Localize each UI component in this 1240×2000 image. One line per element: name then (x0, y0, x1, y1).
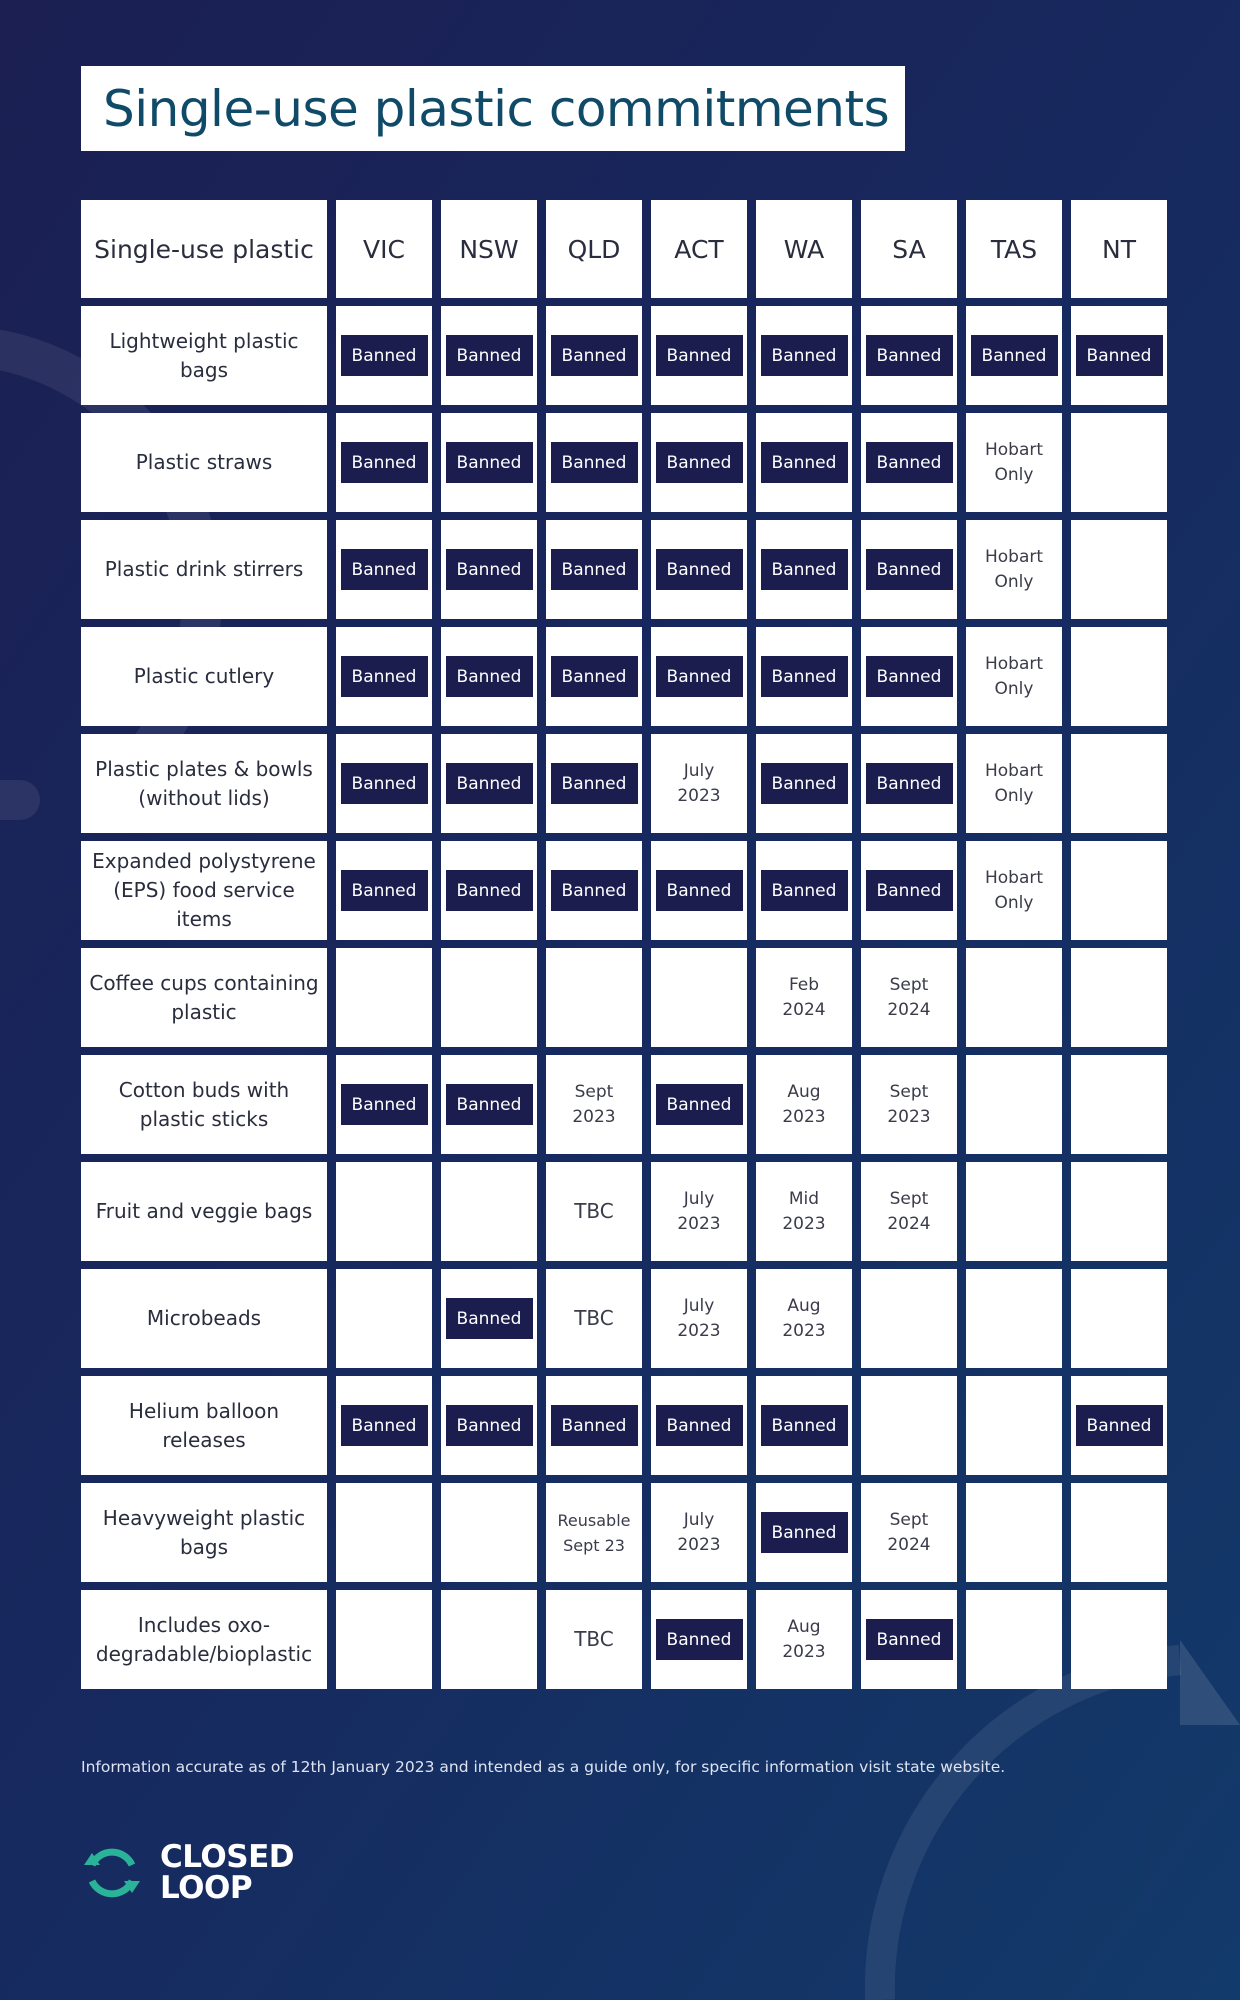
banned-badge: Banned (761, 1405, 848, 1446)
table-cell (441, 948, 537, 1047)
table-cell (546, 627, 642, 726)
banned-badge: Banned (761, 335, 848, 376)
status-text: July 2023 (677, 1188, 721, 1234)
status-text: TBC (574, 1627, 614, 1651)
table-cell (651, 841, 747, 940)
banned-badge: Banned (866, 870, 953, 911)
table-cell (966, 520, 1062, 619)
banned-badge: Banned (341, 335, 428, 376)
table-cell (1071, 1376, 1167, 1475)
banned-badge: Banned (446, 763, 533, 804)
logo-line-2: LOOP (160, 1870, 253, 1906)
column-header-vic: VIC (336, 200, 432, 298)
table-cell (546, 520, 642, 619)
table-cell (441, 1483, 537, 1582)
table-cell (336, 520, 432, 619)
row-label: Helium balloon releases (81, 1376, 327, 1475)
table-cell (756, 841, 852, 940)
status-text: TBC (574, 1306, 614, 1330)
table-cell (336, 306, 432, 405)
table-cell (651, 1269, 747, 1368)
column-header-item: Single-use plastic (81, 200, 327, 298)
banned-badge: Banned (341, 549, 428, 590)
banned-badge: Banned (656, 335, 743, 376)
row-label: Plastic cutlery (81, 627, 327, 726)
banned-badge: Banned (866, 656, 953, 697)
table-cell (546, 1483, 642, 1582)
table-cell (756, 734, 852, 833)
logo-line-1: CLOSED (160, 1839, 294, 1875)
banned-badge: Banned (866, 1619, 953, 1660)
banned-badge: Banned (866, 763, 953, 804)
banned-badge: Banned (656, 442, 743, 483)
row-label: Expanded polystyrene (EPS) food service items (81, 841, 327, 940)
status-text: Feb 2024 (782, 974, 826, 1020)
status-text: Hobart Only (984, 546, 1044, 592)
banned-badge: Banned (656, 1084, 743, 1125)
table-cell (651, 1376, 747, 1475)
row-label: Coffee cups containing plastic (81, 948, 327, 1047)
banned-badge: Banned (761, 549, 848, 590)
status-text: Hobart Only (984, 760, 1044, 806)
table-cell (756, 1590, 852, 1689)
table-cell (546, 1055, 642, 1154)
table-cell (861, 1055, 957, 1154)
table-cell (546, 413, 642, 512)
banned-badge: Banned (446, 442, 533, 483)
table-cell (336, 1162, 432, 1261)
banned-badge: Banned (341, 1405, 428, 1446)
table-cell (651, 306, 747, 405)
banned-badge: Banned (656, 656, 743, 697)
table-cell (546, 841, 642, 940)
table-cell (756, 306, 852, 405)
table-cell (861, 1269, 957, 1368)
table-cell (651, 734, 747, 833)
table-cell (336, 627, 432, 726)
table-cell (546, 948, 642, 1047)
table-cell (336, 1269, 432, 1368)
table-cell (441, 734, 537, 833)
status-text: Sept 2023 (887, 1081, 931, 1127)
table-cell (756, 1055, 852, 1154)
commitments-table (81, 200, 1167, 1796)
table-cell (966, 413, 1062, 512)
row-label: Includes oxo-degradable/bioplastic (81, 1590, 327, 1689)
banned-badge: Banned (341, 870, 428, 911)
column-header-sa: SA (861, 200, 957, 298)
table-cell (966, 306, 1062, 405)
status-text: TBC (574, 1199, 614, 1223)
table-cell (651, 948, 747, 1047)
table-cell (1071, 1483, 1167, 1582)
status-text: Reusable Sept 23 (557, 1510, 631, 1555)
table-cell (1071, 841, 1167, 940)
status-text: Hobart Only (984, 439, 1044, 485)
status-text: Sept 2024 (887, 1188, 931, 1234)
status-text: July 2023 (677, 760, 721, 806)
table-cell (1071, 948, 1167, 1047)
table-cell (966, 841, 1062, 940)
table-cell (861, 1590, 957, 1689)
row-label: Cotton buds with plastic sticks (81, 1055, 327, 1154)
banned-badge: Banned (551, 1405, 638, 1446)
banned-badge: Banned (341, 1084, 428, 1125)
table-cell (441, 841, 537, 940)
table-cell (861, 1483, 957, 1582)
recycle-loop-icon (80, 1841, 144, 1905)
table-cell (756, 413, 852, 512)
table-cell (756, 948, 852, 1047)
banned-badge: Banned (551, 335, 638, 376)
table-cell (441, 1590, 537, 1689)
table-cell (546, 1269, 642, 1368)
table-cell (336, 841, 432, 940)
table-cell (441, 520, 537, 619)
banned-badge: Banned (761, 763, 848, 804)
status-text: Hobart Only (984, 867, 1044, 913)
row-label: Plastic drink stirrers (81, 520, 327, 619)
banned-badge: Banned (341, 442, 428, 483)
table-cell (441, 306, 537, 405)
banned-badge: Banned (551, 763, 638, 804)
column-header-act: ACT (651, 200, 747, 298)
status-text: Sept 2024 (887, 974, 931, 1020)
banned-badge: Banned (761, 1512, 848, 1553)
table-cell (441, 1162, 537, 1261)
table-cell (966, 948, 1062, 1047)
table-cell (336, 1376, 432, 1475)
row-label: Plastic straws (81, 413, 327, 512)
banned-badge: Banned (551, 549, 638, 590)
banned-badge: Banned (341, 656, 428, 697)
banned-badge: Banned (446, 335, 533, 376)
table-cell (441, 627, 537, 726)
table-cell (966, 1590, 1062, 1689)
banned-badge: Banned (761, 870, 848, 911)
status-text: Sept 2024 (887, 1509, 931, 1555)
table-cell (336, 1055, 432, 1154)
column-header-nt: NT (1071, 200, 1167, 298)
table-cell (546, 1376, 642, 1475)
banned-badge: Banned (1076, 335, 1163, 376)
table-cell (651, 413, 747, 512)
row-label: Heavyweight plastic bags (81, 1483, 327, 1582)
banned-badge: Banned (551, 870, 638, 911)
table-cell (756, 1269, 852, 1368)
banned-badge: Banned (656, 1405, 743, 1446)
table-cell (756, 627, 852, 726)
banned-badge: Banned (656, 549, 743, 590)
table-cell (1071, 1590, 1167, 1689)
table-cell (546, 734, 642, 833)
table-cell (756, 520, 852, 619)
table-cell (651, 520, 747, 619)
table-cell (966, 1269, 1062, 1368)
table-cell (861, 520, 957, 619)
table-cell (336, 1590, 432, 1689)
table-cell (336, 413, 432, 512)
banned-badge: Banned (341, 763, 428, 804)
table-cell (1071, 1269, 1167, 1368)
column-header-nsw: NSW (441, 200, 537, 298)
page-title: Single-use plastic commitments (103, 79, 890, 138)
table-cell (861, 306, 957, 405)
table-cell (441, 1376, 537, 1475)
banned-badge: Banned (656, 870, 743, 911)
status-text: July 2023 (677, 1295, 721, 1341)
column-header-qld: QLD (546, 200, 642, 298)
table-cell (441, 413, 537, 512)
banned-badge: Banned (446, 656, 533, 697)
banned-badge: Banned (866, 549, 953, 590)
table-cell (546, 1162, 642, 1261)
table-cell (1071, 413, 1167, 512)
table-cell (861, 948, 957, 1047)
status-text: July 2023 (677, 1509, 721, 1555)
table-cell (861, 734, 957, 833)
status-text: Hobart Only (984, 653, 1044, 699)
banned-badge: Banned (656, 1619, 743, 1660)
banned-badge: Banned (761, 442, 848, 483)
table-cell (861, 1376, 957, 1475)
table-cell (756, 1483, 852, 1582)
arrow-head-icon (1180, 1640, 1240, 1725)
table-cell (966, 1483, 1062, 1582)
table-cell (861, 841, 957, 940)
table-cell (966, 734, 1062, 833)
table-cell (651, 627, 747, 726)
table-cell (336, 1483, 432, 1582)
row-label: Lightweight plastic bags (81, 306, 327, 405)
table-cell (1071, 627, 1167, 726)
table-cell (861, 627, 957, 726)
table-cell (651, 1590, 747, 1689)
table-cell (966, 627, 1062, 726)
banned-badge: Banned (446, 870, 533, 911)
table-cell (336, 948, 432, 1047)
status-text: Aug 2023 (782, 1081, 826, 1127)
banned-badge: Banned (866, 335, 953, 376)
closed-loop-logo (80, 1841, 294, 1905)
banned-badge: Banned (446, 549, 533, 590)
banned-badge: Banned (971, 335, 1058, 376)
table-cell (966, 1162, 1062, 1261)
banned-badge: Banned (866, 442, 953, 483)
table-cell (1071, 1055, 1167, 1154)
banned-badge: Banned (446, 1405, 533, 1446)
table-cell (756, 1376, 852, 1475)
table-cell (1071, 520, 1167, 619)
banned-badge: Banned (446, 1298, 533, 1339)
row-label: Fruit and veggie bags (81, 1162, 327, 1261)
table-cell (336, 734, 432, 833)
table-cell (441, 1055, 537, 1154)
banned-badge: Banned (446, 1084, 533, 1125)
table-cell (651, 1162, 747, 1261)
table-cell (861, 1162, 957, 1261)
table-cell (1071, 306, 1167, 405)
table-cell (1071, 1162, 1167, 1261)
column-header-tas: TAS (966, 200, 1062, 298)
table-cell (966, 1376, 1062, 1475)
table-cell (546, 306, 642, 405)
banned-badge: Banned (761, 656, 848, 697)
table-cell (1071, 734, 1167, 833)
row-label: Plastic plates & bowls (without lids) (81, 734, 327, 833)
table-cell (861, 413, 957, 512)
status-text: Mid 2023 (782, 1188, 826, 1234)
table-cell (546, 1590, 642, 1689)
status-text: Aug 2023 (782, 1295, 826, 1341)
table-cell (651, 1483, 747, 1582)
logo-text (160, 1839, 294, 1906)
status-text: Aug 2023 (782, 1616, 826, 1662)
table-cell (756, 1162, 852, 1261)
table-cell (966, 1055, 1062, 1154)
title-banner (81, 66, 905, 151)
column-header-wa: WA (756, 200, 852, 298)
footnote: Information accurate as of 12th January 2023 and intended as a guide only, for specific information visit state website. (81, 1758, 1006, 1776)
banned-badge: Banned (1076, 1405, 1163, 1446)
table-cell (441, 1269, 537, 1368)
status-text: Sept 2023 (572, 1081, 616, 1127)
banned-badge: Banned (551, 442, 638, 483)
banned-badge: Banned (551, 656, 638, 697)
row-label: Microbeads (81, 1269, 327, 1368)
table-cell (651, 1055, 747, 1154)
